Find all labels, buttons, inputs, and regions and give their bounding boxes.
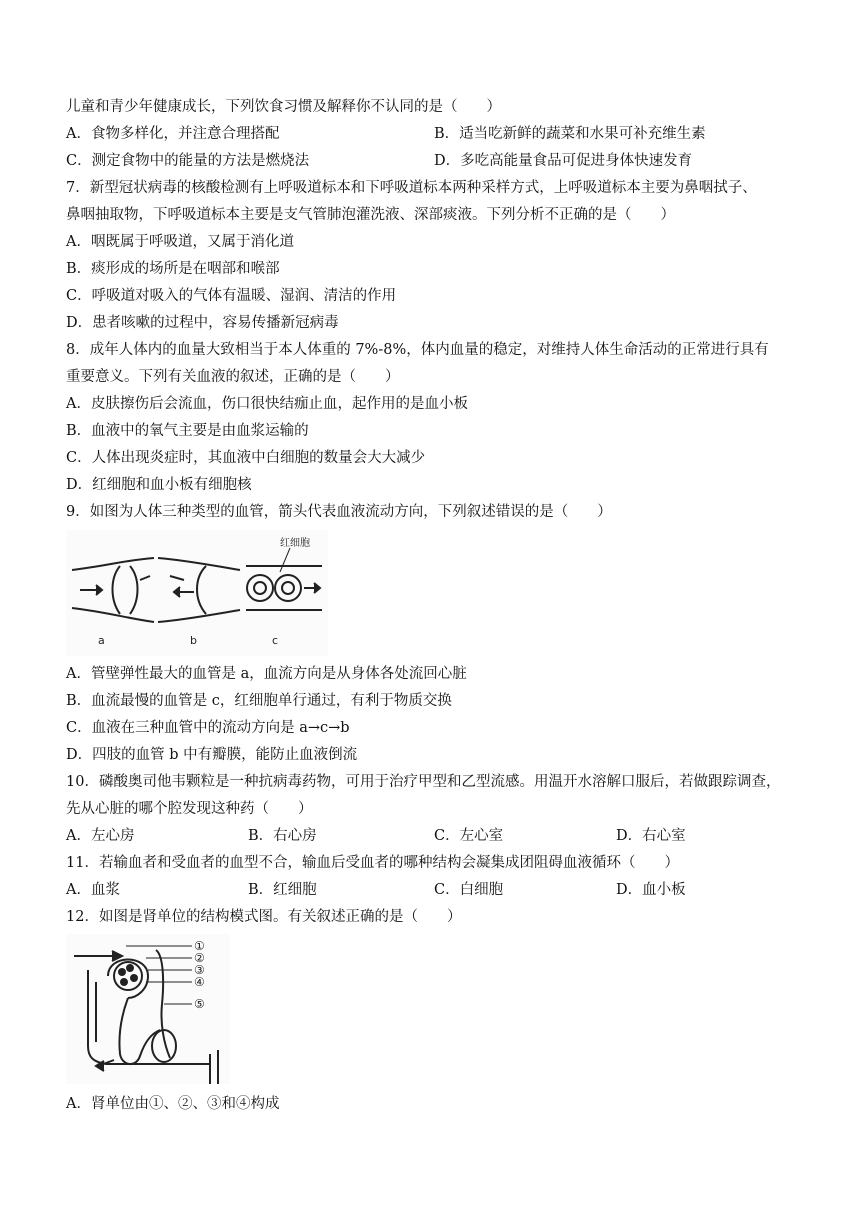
q10-stem-line-1: 10．磷酸奥司他韦颗粒是一种抗病毒药物，可用于治疗甲型和乙型流感。用温开水溶解口服后，若做跟踪调查，: [66, 774, 781, 790]
blood-vessels-figure: [66, 530, 328, 656]
q6-option-a: A．食物多样化，并注意合理搭配: [66, 126, 280, 142]
q9-option-b: B．血流最慢的血管是 c，红细胞单行通过，有利于物质交换: [66, 693, 452, 709]
nephron-figure: [66, 934, 230, 1084]
label-b: b: [190, 634, 197, 647]
label-c: c: [272, 634, 279, 647]
q8-stem-line-1: 8．成年人体内的血量大致相当于本人体重的 7%-8%，体内血量的稳定，对维持人体生命活动的正常进行具有: [66, 342, 769, 358]
q11-option-b: B．红细胞: [248, 882, 317, 898]
q9-option-a: A．管壁弹性最大的血管是 a，血流方向是从身体各处流回心脏: [66, 666, 467, 682]
q9-stem: 9．如图为人体三种类型的血管，箭头代表血液流动方向，下列叙述错误的是（ ）: [66, 504, 612, 520]
q11-option-c: C．白细胞: [434, 882, 504, 898]
q9-option-d: D．四肢的血管 b 中有瓣膜，能防止血液倒流: [66, 747, 358, 763]
q7-option-b: B．痰形成的场所是在咽部和喉部: [66, 261, 280, 277]
q6-options-row-2: [66, 151, 826, 171]
label-1: ①: [194, 939, 205, 953]
q6-option-c: C．测定食物中的能量的方法是燃烧法: [66, 153, 310, 169]
q9-option-c: C．血液在三种血管中的流动方向是 a→c→b: [66, 720, 350, 736]
label-3: ③: [194, 963, 205, 977]
q6-option-d: D．多吃高能量食品可促进身体快速发育: [434, 153, 693, 169]
q8-option-a: A．皮肤擦伤后会流血，伤口很快结痂止血，起作用的是血小板: [66, 396, 468, 412]
label-4: ④: [194, 975, 205, 989]
q10-option-d: D．右心室: [616, 828, 686, 844]
q8-stem-line-2: 重要意义。下列有关血液的叙述，正确的是（ ）: [66, 369, 400, 385]
q6-option-b: B．适当吃新鲜的蔬菜和水果可补充维生素: [434, 126, 706, 142]
q7-stem-line-1: 7．新型冠状病毒的核酸检测有上呼吸道标本和下呼吸道标本两种采样方式，上呼吸道标本主要为鼻咽拭子、: [66, 180, 757, 196]
q7-option-a: A．咽既属于呼吸道，又属于消化道: [66, 234, 294, 250]
q11-stem: 11．若输血者和受血者的血型不合，输血后受血者的哪种结构会凝集成团阻碍血液循环（ ）: [66, 855, 679, 871]
q7-stem-line-2: 鼻咽抽取物，下呼吸道标本主要是支气管肺泡灌洗液、深部痰液。下列分析不正确的是（ ）: [66, 207, 675, 223]
label-5: ⑤: [194, 997, 205, 1011]
q12-stem: 12．如图是肾单位的结构模式图。有关叙述正确的是（ ）: [66, 909, 462, 925]
nephron-labels: [194, 939, 205, 1011]
red-blood-cell-caption: 红细胞: [280, 538, 310, 549]
q7-option-d: D．患者咳嗽的过程中，容易传播新冠病毒: [66, 315, 339, 331]
label-2: ②: [194, 951, 205, 965]
q12-option-a: A．肾单位由①、②、③和④构成: [66, 1096, 280, 1112]
q8-option-b: B．血液中的氧气主要是由血浆运输的: [66, 423, 309, 439]
q11-option-a: A．血浆: [66, 882, 120, 898]
q11-option-d: D．血小板: [616, 882, 686, 898]
q10-option-a: A．左心房: [66, 828, 135, 844]
q10-option-b: B．右心房: [248, 828, 317, 844]
q6-options-row-1: [66, 124, 826, 144]
q8-option-d: D．红细胞和血小板有细胞核: [66, 477, 252, 493]
q10-stem-line-2: 先从心脏的哪个腔发现这种药（ ）: [66, 801, 313, 817]
q8-option-c: C．人体出现炎症时，其血液中白细胞的数量会大大减少: [66, 450, 426, 466]
label-a: a: [98, 634, 105, 647]
q7-option-c: C．呼吸道对吸入的气体有温暖、湿润、清洁的作用: [66, 288, 397, 304]
q10-option-c: C．左心室: [434, 828, 504, 844]
q6-stem: 儿童和青少年健康成长，下列饮食习惯及解释你不认同的是（ ）: [66, 99, 501, 115]
